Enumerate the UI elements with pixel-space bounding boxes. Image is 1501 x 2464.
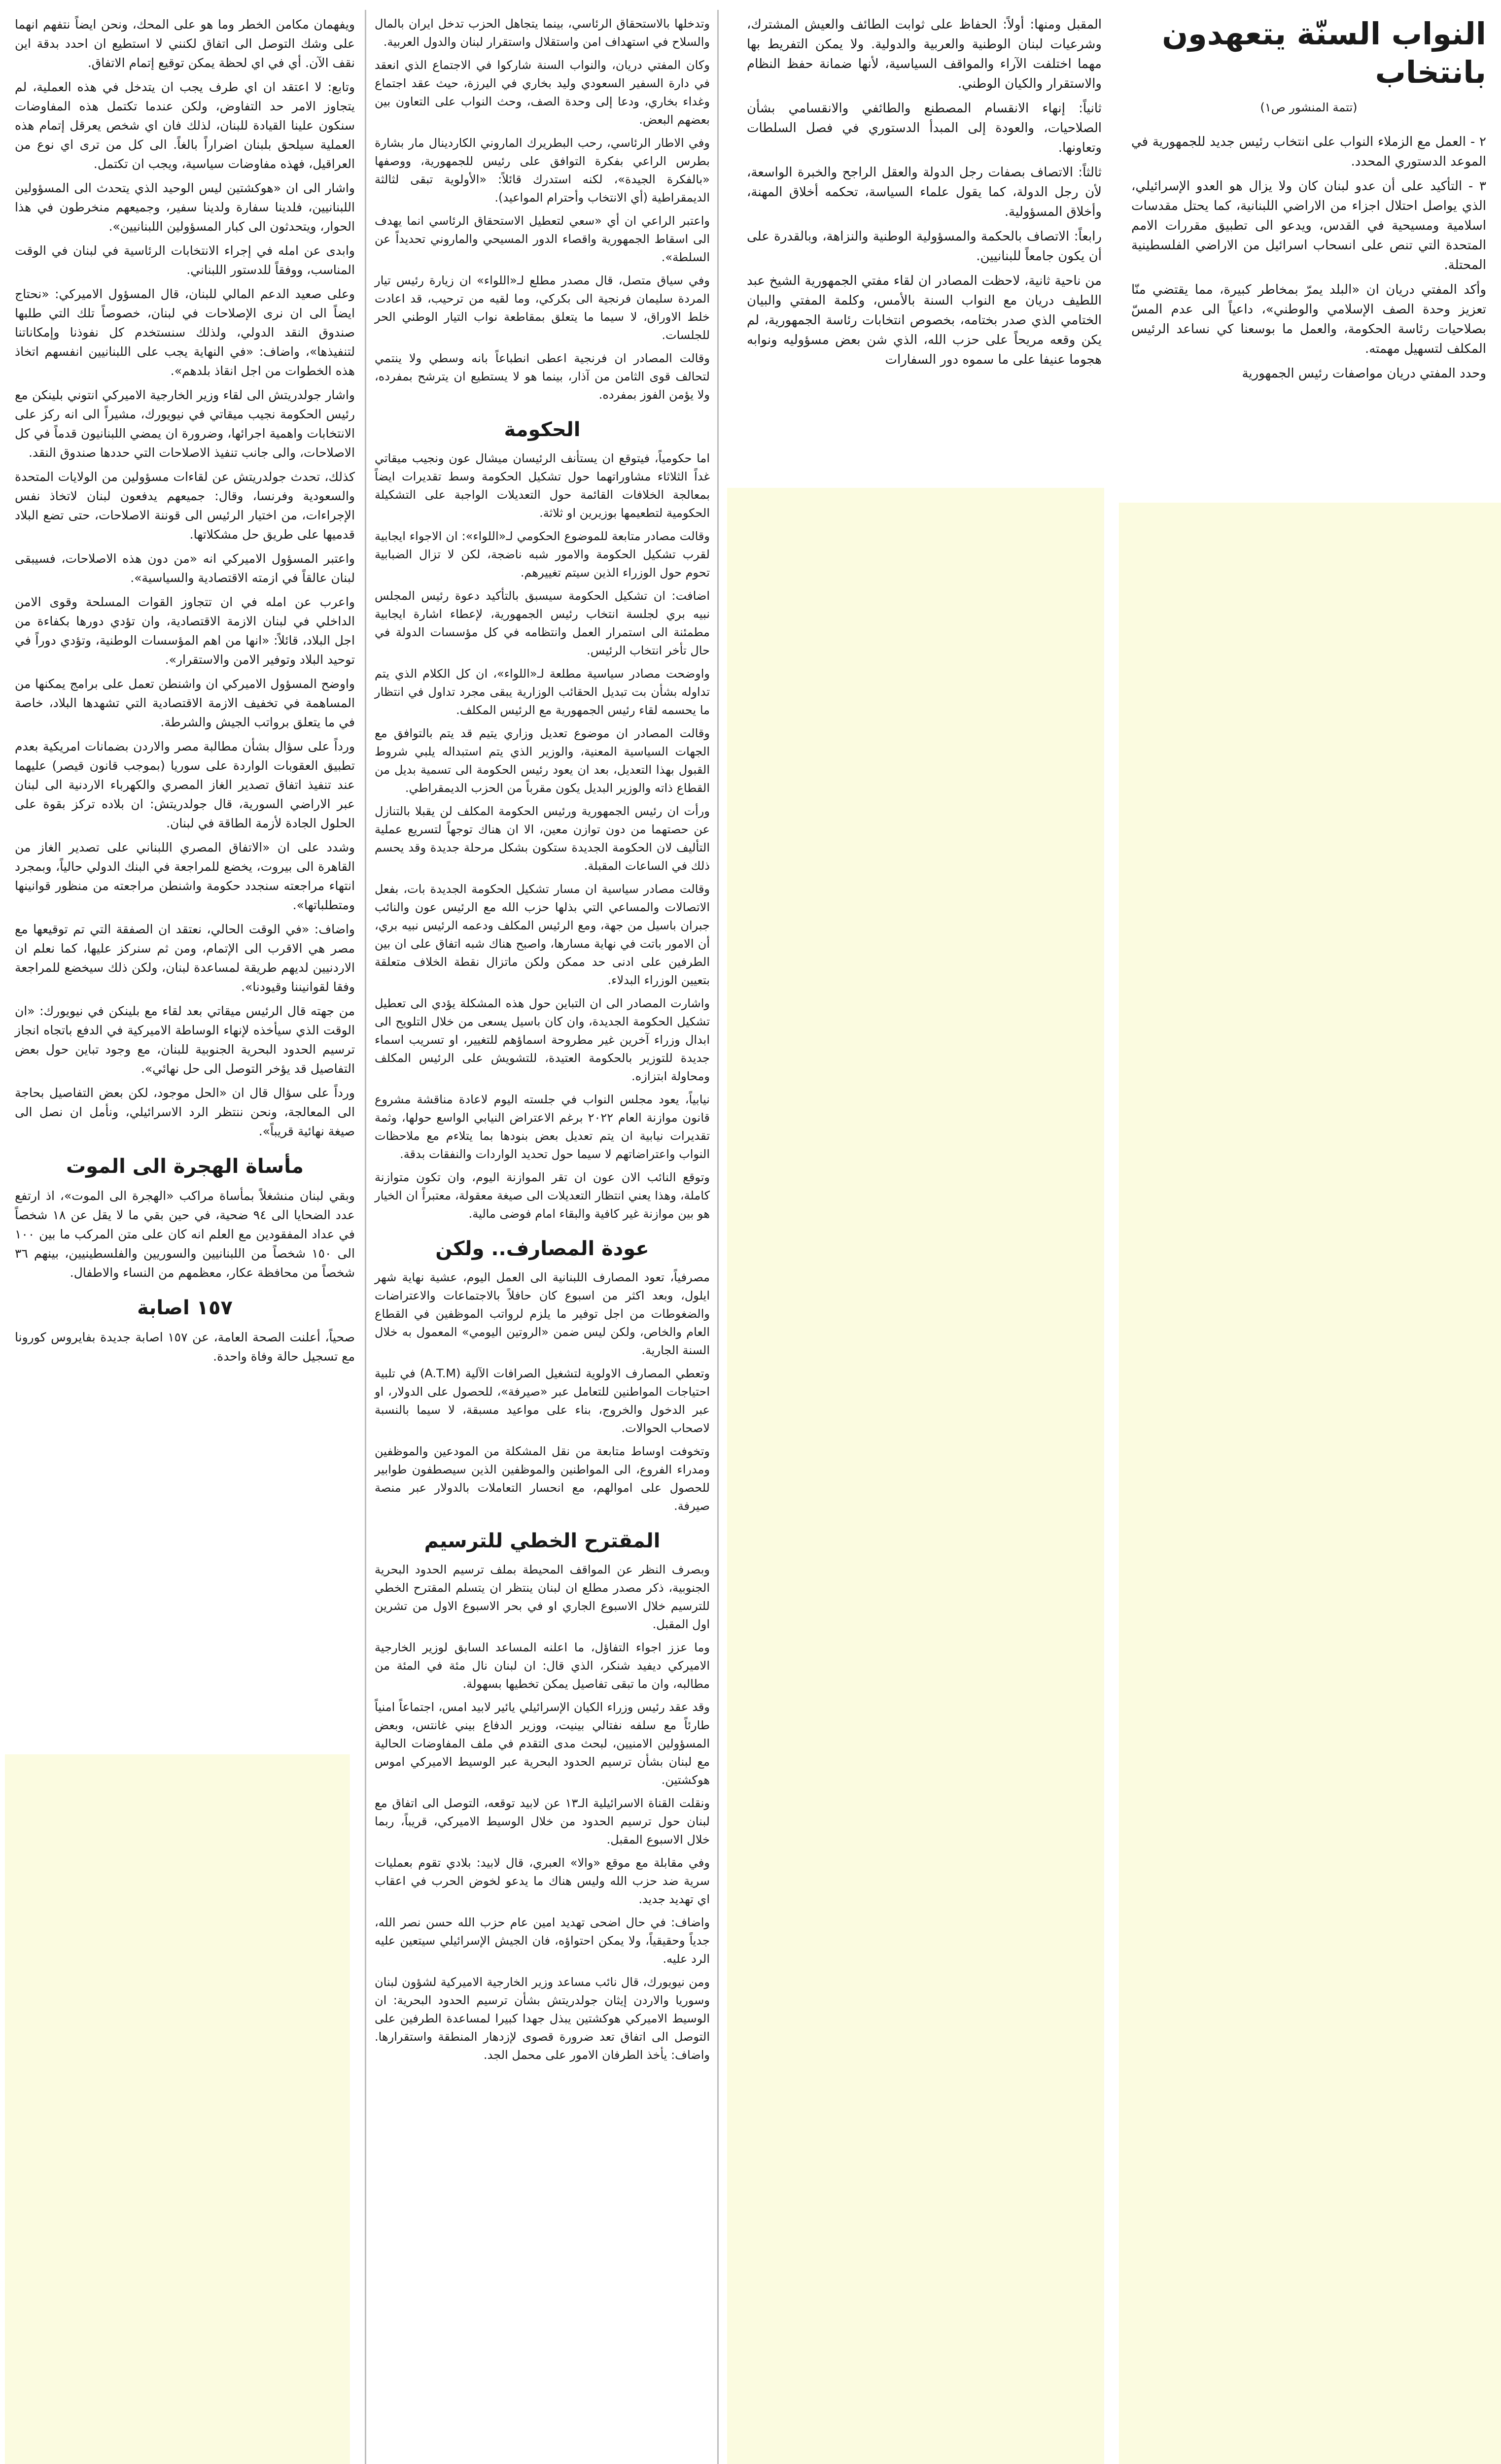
section-heading-government: الحكومة: [504, 418, 581, 441]
tint-col1: [1119, 503, 1501, 2464]
section-heading-covid: ١٥٧ اصابة: [137, 1297, 233, 1319]
paragraph: ومن نيويورك، قال نائب مساعد وزير الخارجية الاميركية لشؤون لبنان وسوريا والاردن إيثان جولدريتش بشأن ترسيم الحدود البحرية: ان الوسيط الاميركي هوكشتين يبذل جهدا كبيرا لمساعدة الطرفين على التوصل الى اتفاق تعد ضرورة قصوى لإزدهار المنطقة واستقرارها. واضاف: يأخذ الطرفان الامور على محمل الجد.: [375, 1975, 710, 2062]
paragraph: اما حكومياً، فيتوقع ان يستأنف الرئيسان ميشال عون ونجيب ميقاتي غداً الثلاثاء مشاوراتهما حول تشكيل الحكومة وسط تقديرات ايضاً بمعالجة الخلافات القائمة حول التعديلات الواجبة على التشكيلة الحكومية لتطعيمها بوزيرين او ثلاثة.: [375, 451, 710, 520]
paragraph: واضاف: «في الوقت الحالي، نعتقد ان الصفقة التي تم توقيعها مع مصر هي الاقرب الى الإتمام، ومن ثم سنركز عليها، كما نعلم ان الاردنيين لديهم طريقة لمساعدة لبنان، ولكن ذلك سيخضع للمراجعة وفقا لقوانيننا وقيودنا».: [15, 922, 355, 994]
paragraph: كذلك، تحدث جولدريتش عن لقاءات مسؤولين من الولايات المتحدة والسعودية وفرنسا، وقال: جميعهم يدفعون لبنان لاتخاذ نفس الإجراءات، من اختيار الرئيس الى قوننة الاصلاحات، حتى تضع البلاد قدميها على طريق حل مشكلاتها.: [15, 470, 355, 542]
tint-col2: [727, 488, 1104, 2464]
paragraph: وفي الاطار الرئاسي، رحب البطريرك الماروني الكاردينال مار بشارة بطرس الراعي بفكرة التوافق على رئيس للجمهورية، ووصفها «بالفكرة الجيدة»، لكنه استدرك قائلاً: «الأولوية تبقى لثالثة الديمقراطية (أي الانتخاب وأحترام المواعيد).: [375, 136, 710, 205]
paragraph: وقالت المصادر ان موضوع تعديل وزاري يتيم قد يتم بالتوافق مع الجهات السياسية المعنية، والوزير الذي يتم استبداله يلبي شروط القبول بهذا التعديل، بعد ان يعود رئيس الحكومة الى تسمية بديل من القطاع ذاته والوزير البديل يكون مقرباً من الحزب الديمقراطي.: [375, 726, 710, 795]
paragraph: واعرب عن امله في ان تتجاوز القوات المسلحة وقوى الامن الداخلي في لبنان الازمة الاقتصادية، وان تؤدي دورها بكفاءة من اجل البلاد، قائلاً: «انها من اهم المؤسسات الوطنية، وتؤدي دوراً في توحيد البلاد وتوفير الامن والاستقرار».: [15, 595, 355, 667]
paragraph: واشار جولدريتش الى لقاء وزير الخارجية الاميركي انتوني بلينكن مع رئيس الحكومة نجيب ميقاتي في نيويورك، مشيراً الى انه ركز على الانتخابات واهمية اجرائها، وضرورة ان يمضي اللبنانيون قدماً في كل الاصلاحات، والى جانب تنفيذ الاصلاحات التي حددها صندوق النقد.: [15, 388, 355, 460]
paragraph: واشار الى ان «هوكشتين ليس الوحيد الذي يتحدث الى المسؤولين اللبنانيين، فلدينا سفارة ولدينا سفير، وجميعهم منخرطون في هذا الحوار، ويتحدثون الى كبار المسؤولين اللبنانيين».: [15, 181, 355, 234]
paragraph: ورداً على سؤال قال ان «الحل موجود، لكن بعض التفاصيل بحاجة الى المعالجة، ونحن ننتظر الرد الاسرائيلي، ونأمل ان نصل الى صيغة نهائية قريباً».: [15, 1086, 355, 1138]
paragraph: وابدى عن امله في إجراء الانتخابات الرئاسية في لبنان في الوقت المناسب، ووفقاً للدستور اللبناني.: [15, 243, 355, 277]
paragraph: اضافت: ان تشكيل الحكومة سيسبق بالتأكيد دعوة رئيس المجلس نبيه بري لجلسة انتخاب رئيس الجمهورية، لإعطاء اشارة ايجابية مطمئنة الى استمرار العمل وانتظامه في كل مؤسسات الدولة في حال تأخر انتخاب الرئيس.: [375, 589, 710, 657]
paragraph: وفي مقابلة مع موقع «والا» العبري، قال لابيد: بلادي تقوم بعمليات سرية ضد حزب الله وليس هناك ما يدعو لخوض الحرب في اعقاب اي تهديد جديد.: [375, 1856, 710, 1906]
paragraph: ٣ - التأكيد على أن عدو لبنان كان ولا يزال هو العدو الإسرائيلي، الذي يواصل احتلال اجزاء من الاراضي اللبنانية، كما يحتل مقدسات اسلامية ومسيحية في القدس، ويدعو الى تطبيق مقررات الامم المتحدة التي تنص على انسحاب اسرائيل من الاراضي الفلسطينية المحتلة.: [1131, 179, 1486, 273]
paragraph: وأكد المفتي دريان ان «البلد يمرّ بمخاطر كبيرة، مما يقتضي منّا تعزيز وحدة الصف الإسلامي والوطني»، داعياً الى عدم المسّ بصلاحيات رئاسة الحكومة، والعمل ما بوسعنا كي نساعد الرئيس المكلف لتسهيل مهمته.: [1131, 282, 1486, 356]
section-heading-migration: مأساة الهجرة الى الموت: [66, 1155, 304, 1178]
tint-col4-bottom: [5, 1754, 350, 2464]
paragraph: ثالثاً: الاتصاف بصفات رجل الدولة والعقل الراجح والخبرة الواسعة، لأن رجل الدولة، كما يقول علماء السياسة، تحكمه أخلاق المهنة، وأخلاق المسؤولية.: [747, 165, 1102, 219]
paragraph: وقالت مصادر سياسية ان مسار تشكيل الحكومة الجديدة بات، بفعل الاتصالات والمساعي التي بذلها حزب الله مع الرئيس عون والنائب جبران باسيل من جهة، ومع الرئيس المكلف ودعمه الرئيس نبيه بري، أن الامور باتت في نهاية مسارها، واصبح هناك شبه اتفاق على ان بين الطرفين على ادنى حد ممكن ولكن ماتزال نقطة الخلاف متعلقة بتعيين الوزراء البدلاء.: [375, 882, 710, 987]
paragraph: وكان المفتي دريان، والنواب السنة شاركوا في الاجتماع الذي انعقد في دارة السفير السعودي وليد بخاري في اليرزة، حيث عقد اجتماع وغداء بخاري، ودعا إلى وحدة الصف، وحث النواب على التعاون بين بعضهم البعض.: [375, 58, 710, 127]
paragraph: واوضح المسؤول الاميركي ان واشنطن تعمل على برامج يمكنها من المساهمة في تخفيف الازمة الاقتصادية التي تشهدها البلاد، خاصة في ما يتعلق برواتب الجيش والشرطة.: [15, 677, 355, 729]
paragraph: وما عزز اجواء التفاؤل، ما اعلنه المساعد السابق لوزير الخارجية الاميركي ديفيد شنكر، الذي قال: ان لبنان نال مئة في المئة من مطالبه، وان ما تبقى تفاصيل يمكن تخطيها بسهولة.: [375, 1641, 710, 1691]
paragraph: وبقي لبنان منشغلاً بمأساة مراكب «الهجرة الى الموت»، اذ ارتفع عدد الضحايا الى ٩٤ ضحية، في حين بقي ما لا يقل عن ١٨ شخصاً في عداد المفقودين مع العلم انه كان على متن المركب ما بين ١٠٠ الى ١٥٠ شخصاً من اللبنانيين والسوريين والفلسطينيين، بينهم ٣٦ شخصاً من محافظة عكار، معظمهم من النساء والاطفال.: [15, 1189, 355, 1280]
paragraph: وبصرف النظر عن المواقف المحيطة بملف ترسيم الحدود البحرية الجنوبية، ذكر مصدر مطلع ان لبنان ينتظر ان يتسلم المقترح الخطي للترسيم خلال الاسبوع الجاري او في بحر الاسبوع الاول من تشرين اول المقبل.: [375, 1563, 710, 1631]
paragraph: وتدخلها بالاستحقاق الرئاسي، بينما يتجاهل الحزب تدخل ايران بالمال والسلاح في استهداف امن واستقلال واستقرار لبنان والدول العربية.: [375, 17, 710, 49]
paragraph: وقالت المصادر ان فرنجية اعطى انطباعاً بانه وسطي ولا ينتمي لتحالف قوى الثامن من آذار، بينما هو لا يستطيع ان يترشح بمفرده، ولا يؤمن الفوز بمفرده.: [375, 351, 710, 402]
paragraph: وشدد على ان «الاتفاق المصري اللبناني على تصدير الغاز من القاهرة الى بيروت، يخضع للمراجعة في البنك الدولي حالياً، وبمجرد انتهاء مراجعته سنجدد حكومة واشنطن مراجعته من منظور قوانينها ومتطلباتها».: [15, 840, 355, 912]
paragraph: ثانياً: إنهاء الانقسام المصطنع والطائفي والانقسامي بشأن الصلاحيات، والعودة إلى المبدأ الدستوري في فصل السلطات وتعاونها.: [747, 101, 1102, 155]
column-1: [1131, 15, 1486, 388]
paragraph: وتابع: لا اعتقد ان اي طرف يجب ان يتدخل في هذه العملية، لم يتجاوز الامر حد التفاوض، ولكن عندما تكتمل هذه المفاوضات سنكون علينا القيادة للبنان، لذلك فان اي شخص يعرقل إتمام هذه العملية سيلحق بلبنان اضراراً بالغاً. الى كل من ترى اي نوع من العراقيل، فهذه مفاوضات سياسية، ويجب ان تكتمل.: [15, 80, 355, 171]
column-rule: [365, 10, 366, 2464]
paragraph: واوضحت مصادر سياسية مطلعة لـ«اللواء»، ان كل الكلام الذي يتم تداوله بشأن بت تبديل الحقائب الوزارية يبقى مجرد تداول في انتظار ما يحسمه لقاء رئيس الجمهورية مع الرئيس المكلف.: [375, 667, 710, 717]
paragraph: مصرفياً، تعود المصارف اللبنانية الى العمل اليوم، عشية نهاية شهر ايلول، وبعد اكثر من اسبوع كان حافلاً بالاجتماعات والاعتراضات والضغوطات من اجل توفير ما يلزم لرواتب الموظفين في القطاع العام والخاص، ولكن ليس ضمن «الروتين اليومي» المعمول به خلال السنة الجارية.: [375, 1270, 710, 1357]
paragraph: ويفهمان مكامن الخطر وما هو على المحك، ونحن ايضاً نتفهم انهما على وشك التوصل الى اتفاق لكنني لا استطيع ان احدد بدقة اين نقف الآن. أي في اي لحظة يمكن توقيع إتمام الاتفاق.: [15, 17, 355, 70]
paragraph: وقالت مصادر متابعة للموضوع الحكومي لـ«اللواء»: ان الاجواء ايجابية لقرب تشكيل الحكومة والامور شبه ناضجة، لكن لا تزال الضبابية تحوم حول الوزراء الذين سيتم تغييرهم.: [375, 529, 710, 580]
column-rule: [717, 10, 719, 2464]
paragraph: وفي سياق متصل، قال مصدر مطلع لـ«اللواء» ان زيارة رئيس تيار المردة سليمان فرنجية الى بكركي، وما لقيه من ترحيب، قد اعادت خلط الاوراق، لا سيما ما يتعلق بمقاطعة نواب التيار الوطني الحر للجلسات.: [375, 274, 710, 342]
paragraph: ورأت ان رئيس الجمهورية ورئيس الحكومة المكلف لن يقبلا بالتنازل عن حصتهما من دون توازن معين، الا ان هناك توجهاً لتسريع عملية التأليف لان الحكومة الجديدة ستكون بشكل مرحلة جديدة وقد يحسم ذلك في الساعات المقبلة.: [375, 804, 710, 873]
subtitle: (تتمة المنشور ص١): [1260, 101, 1358, 114]
paragraph: ٢ - العمل مع الزملاء النواب على انتخاب رئيس جديد للجمهورية في الموعد الدستوري المحدد.: [1131, 135, 1486, 169]
paragraph: وتوقع النائب الان عون ان تقر الموازنة اليوم، وان تكون متوازنة كاملة، وهذا يعني انتظار التعديلات الى صيغة معقولة، معتبراً ان الخيار هو بين موازنة غير كافية والبقاء امام فوضى مالية.: [375, 1170, 710, 1221]
paragraph: واعتبر الراعي ان أي «سعي لتعطيل الاستحقاق الرئاسي انما يهدف الى اسقاط الجمهورية واقصاء الدور المسيحي والماروني تحديداً عن السلطة».: [375, 214, 710, 264]
paragraph: وتعطي المصارف الاولوية لتشغيل الصرافات الآلية (A.T.M) في تلبية احتياجات المواطنين للتعامل عبر «صيرفة»، للحصول على الدولار، او عبر الدخول والخروج، بناء على مواعيد مسبقة، لا سيما بالنسبة لاصحاب الحوالات.: [375, 1367, 710, 1435]
headline: النواب السنّة يتعهدون بانتخاب: [1162, 16, 1486, 90]
paragraph: واضاف: في حال اضحى تهديد امين عام حزب الله حسن نصر الله، جدياً وحقيقياً، ولا يمكن احتواؤه، فان الجيش الإسرائيلي سيتعين عليه الرد عليه.: [375, 1916, 710, 1966]
section-heading-proposal: المقترح الخطي للترسيم: [424, 1530, 661, 1552]
paragraph: رابعاً: الاتصاف بالحكمة والمسؤولية الوطنية والنزاهة، وبالقدرة على أن يكون جامعاً للبنانيين.: [747, 229, 1102, 264]
paragraph: واشارت المصادر الى ان التباين حول هذه المشكلة يؤدي الى تعطيل تشكيل الحكومة الجديدة، وان كان باسيل يسعى من خلال التلويح الى ابدال وزراء آخرين غير مطروحة اسماؤهم للتغيير، او تسريب اسماء جديدة للتوزير بالحكومة العتيدة، للتشويش على الرئيس المكلف ومحاولة ابتزازه.: [375, 996, 710, 1083]
paragraph: المقبل ومنها: أولاً: الحفاظ على ثوابت الطائف والعيش المشترك، وشرعيات لبنان الوطنية والعربية والدولية. ولا يمكن التفريط بها مهما اختلفت الآراء والمواقف السياسية، لأنها ضمانة حفظ النظام والاستقرار والكيان الوطني.: [747, 17, 1102, 91]
paragraph: واعتبر المسؤول الاميركي انه «من دون هذه الاصلاحات، فسيبقى لبنان عالقاً في ازمته الاقتصادية والسياسية».: [15, 551, 355, 585]
section-heading-banks: عودة المصارف.. ولكن: [435, 1237, 649, 1260]
paragraph: من جهته قال الرئيس ميقاتي بعد لقاء مع بلينكن في نيويورك: «ان الوقت الذي سيأخذه لإنهاء الوساطة الاميركية في الدفع باتجاه انجاز ترسيم الحدود البحرية الجنوبية للبنان، مع وجود تباين حول بعض التفاصيل قد يؤخر التوصل الى حل نهائي».: [15, 1004, 355, 1076]
paragraph: ونقلت القناة الاسرائيلية الـ١٣ عن لابيد توقعه، التوصل الى اتفاق مع لبنان حول ترسيم الحدود من خلال الوسيط الاميركي، قريباً، ربما خلال الاسبوع المقبل.: [375, 1796, 710, 1847]
paragraph: من ناحية ثانية، لاحظت المصادر ان لقاء مفتي الجمهورية الشيخ عبد اللطيف دريان مع النواب السنة بالأمس، وكلمة المفتي والبيان الختامي الذي صدر بختامه، بخصوص انتخابات رئاسة الجمهورية، لم يكن وقعه مريحاً على حزب الله، الذي شن بعض مسؤوليه ونوابه هجوما عنيفا على ما سموه دور السفارات: [747, 274, 1102, 367]
paragraph: ورداً على سؤال بشأن مطالبة مصر والاردن بضمانات امريكية بعدم تطبيق العقوبات الواردة على سوريا (بموجب قانون قيصر) عليهما عند تنفيذ اتفاق تصدير الغاز المصري والكهرباء الاردنية الى لبنان عبر الاراضي السورية، قال جولدريتش: ان بلاده تركز بقوة على الحلول الجادة لأزمة الطاقة في لبنان.: [15, 739, 355, 830]
paragraph: وتخوفت اوساط متابعة من نقل المشكلة من المودعين والموظفين ومدراء الفروع، الى المواطنين والموظفين الذين سيصطفون طوابير للحصول على اموالهم، مع انحسار التعاملات بالدولار عبر منصة صيرفة.: [375, 1444, 710, 1513]
paragraph: نيابياً، يعود مجلس النواب في جلسته اليوم لاعادة مناقشة مشروع قانون موازنة العام ٢٠٢٢ برغم الاعتراض النيابي الواسع حولها، وثمة تقديرات نيابية ان يتم تعديل بعض بنودها بما يتلاءم مع ملاحظات النواب واعتراضاتهم لا سيما حول تحديد الواردات والنفقات بدقة.: [375, 1093, 710, 1161]
column-4: [15, 15, 355, 1371]
column-2: [747, 15, 1102, 375]
paragraph: وعلى صعيد الدعم المالي للبنان، قال المسؤول الاميركي: «نحتاج ايضاً الى ان نرى الإصلاحات في لبنان، خصوصاً تلك التي طلبها صندوق النقد الدولي، ولذلك سنستخدم كل نفوذنا وإمكاناتنا لتنفيذها»، واضاف: «في النهاية يجب على اللبنانيين انفسهم اتخاذ هذه الخطوات من اجل انقاذ بلدهم».: [15, 287, 355, 378]
paragraph: صحياً، أعلنت الصحة العامة، عن ١٥٧ اصابة جديدة بفايروس كورونا مع تسجيل حالة وفاة واحدة.: [15, 1330, 355, 1364]
paragraph: وحدد المفتي دريان مواصفات رئيس الجمهورية: [1242, 366, 1486, 381]
paragraph: وقد عقد رئيس وزراء الكيان الإسرائيلي يائير لابيد امس، اجتماعاً امنياً طارئاً مع سلفه نفتالي بينيت، ووزير الدفاع بيني غانتس، وبعض المسؤولين الامنيين، لبحث مدى التقدم في ملف المفاوضات الحالية مع لبنان بشأن ترسيم الحدود البحرية عبر الوسيط الاميركي اموس هوكشتين.: [375, 1700, 710, 1787]
column-3: [375, 15, 710, 2069]
